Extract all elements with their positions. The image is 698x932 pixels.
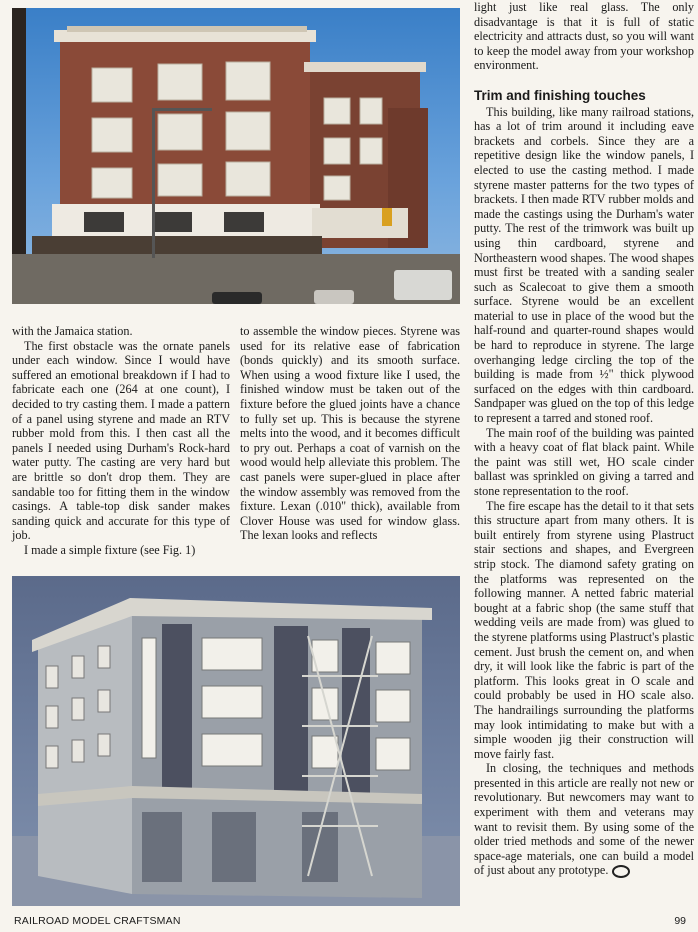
- paragraph-last: [474, 761, 694, 878]
- paragraph: The first obstacle was the ornate panels under each window. Since I would have suffered an emotional breakdown if I had to fabricate each one (264 at one count), I decided to try casting them. I made a pattern of a panel using styrene and made an RTV rubber mold from this. I then cast all the panels I needed using Durham's Rock-hard water putty. The casting are very hard but are brittle so don't drop them. They are sandable too for fitting them in the window casings. A table-top disk sander makes sanding quick and accurate for this type of job.: [12, 338, 230, 543]
- closing-paragraph-text: In closing, the techniques and methods presented in this article are really not new or revolutionary. But newcomers may want to experiment with them and veterans may want to revisit them. By using some of the older tried methods and some of the newer space-age materials, one can build a model of just about any prototype.: [474, 761, 694, 878]
- article-column-left: [12, 324, 230, 558]
- model-building-illustration: [12, 576, 460, 906]
- jamaica-station-photo: [12, 8, 460, 304]
- paragraph: I made a simple fixture (see Fig. 1): [24, 542, 196, 557]
- paragraph: The fire escape has the detail to it that sets this structure apart from many others. It is built entirely from styrene using Plastruct stair sections and shapes, and Evergreen strip stock. The diamond safety grating on the platforms was represented on the following manner. A netted fabric material bought at a fabric shop (the same stuff that wedding veils are made from) was glued to the styrene platforms using Plastruct's plastic cement. Just brush the cement on, and when dry, it will look like the fabric is part of the platform. This looks great in O scale and could probably be used in HO scale also. The handrailings surrounding the platforms may look intimidating to make but with a simple wooden jig their construction will move fairly fast.: [474, 498, 694, 761]
- station-building-illustration: [12, 8, 460, 304]
- model-building-photo: [12, 576, 460, 906]
- paragraph: with the Jamaica station.: [12, 324, 133, 338]
- magazine-name: RAILROAD MODEL CRAFTSMAN: [14, 915, 181, 927]
- paragraph: light just like real glass. The only disadvantage is that it is full of static electricity and attracts dust, so you will want to keep the model away from your workshop environment.: [474, 0, 694, 73]
- paragraph: to assemble the window pieces. Styrene was used for its relative ease of fabrication (bonds quickly) and its smooth surface. When using a wood fixture like I used, the finished window must be taken out of the fixture before the glued joints have a chance to fully set up. This is because the styrene melts into the wood, and it becomes difficult to pry out. Perhaps a coat of varnish on the wood would help alleviate this problem. The cast panels were super-glued in place after the window assembly was removed from the fixture. Lexan (.010" thick), available from Clover House was used for window glass. The lexan looks and reflects: [240, 324, 460, 543]
- section-heading: Trim and finishing touches: [474, 87, 646, 103]
- paragraph: The main roof of the building was painted with a heavy coat of flat black paint. While the paint was still wet, HO scale cinder ballast was sprinkled on giving a tarred and stone representation to the roof.: [474, 425, 694, 498]
- paragraph: This building, like many railroad stations, has a lot of trim around it including eave brackets and corbels. Since they are a repetitive design like the window panels, I elected to use the casting method. I made styrene master patterns for the two types of brackets. I then made RTV rubber molds and made the castings using the Durham's water putty. The rest of the trimwork was built up using thin cardboard, styrene and Northeastern wood shapes. The wood shapes must first be treated with a sanding sealer such as Scalecoat to give them a smooth surface. Styrene would be an excellent material to use in place of the wood but the half-round and quarter-round shapes would be hard to reproduce in styrene. The large overhanging ledge circling the top of the building is made from ½" thick plywood surfaced on the edges with thin cardboard. Sandpaper was glued on the top of this ledge to represent a tarred and stoned roof.: [474, 104, 694, 426]
- article-column-right: [474, 0, 694, 878]
- end-of-article-icon: [612, 865, 630, 878]
- article-column-middle: [240, 324, 460, 543]
- page-number: 99: [674, 915, 686, 927]
